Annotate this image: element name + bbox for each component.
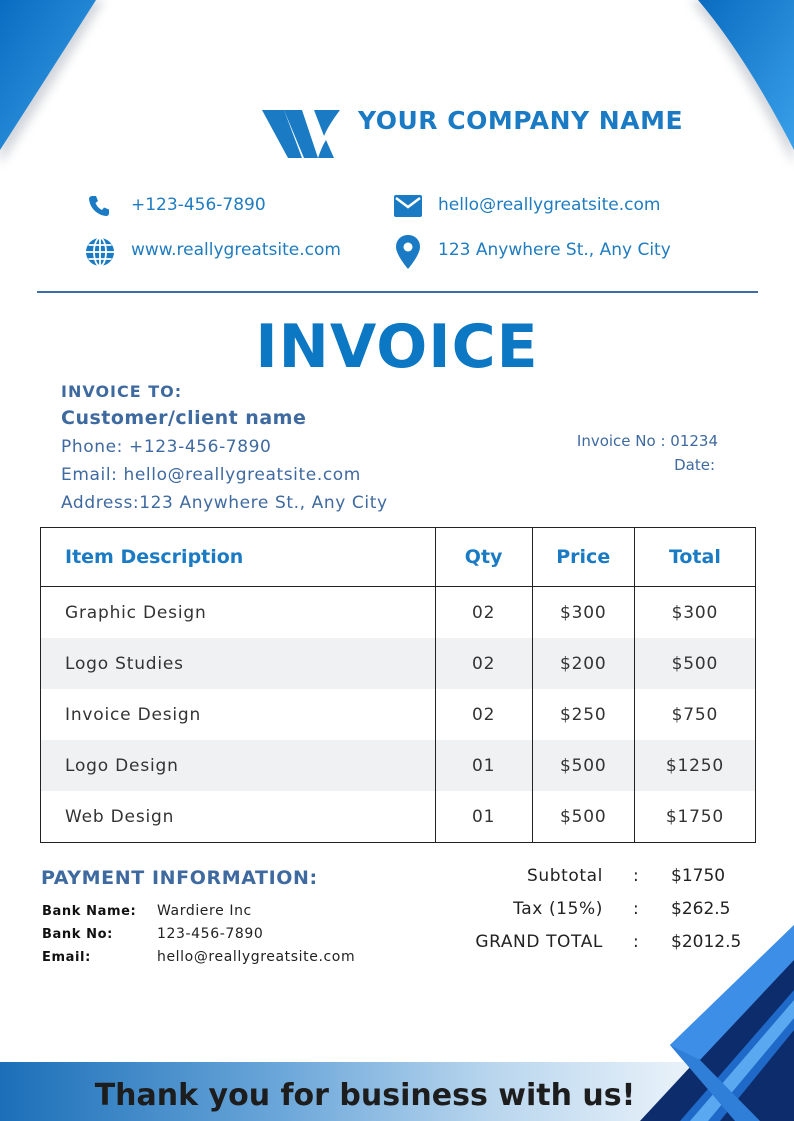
grand-total-colon: : <box>633 932 639 952</box>
contact-phone: +123-456-7890 <box>131 195 266 215</box>
item-total: $1750 <box>634 791 755 843</box>
item-price: $200 <box>532 638 634 689</box>
table-header-row <box>41 528 756 587</box>
header-item-description: Item Description <box>41 528 436 587</box>
contact-address: 123 Anywhere St., Any City <box>438 240 671 260</box>
thank-you-message: Thank you for business with us! <box>94 1078 636 1113</box>
invoice-number: Invoice No : 01234 <box>576 432 718 450</box>
item-qty: 01 <box>435 791 532 843</box>
item-total: $1250 <box>634 740 755 791</box>
item-price: $300 <box>532 587 634 639</box>
item-description: Invoice Design <box>65 704 202 725</box>
item-price: $500 <box>532 740 634 791</box>
subtotal-value: $1750 <box>671 866 726 886</box>
invoice-to-label: INVOICE TO: <box>61 382 183 401</box>
grand-total-value: $2012.5 <box>671 932 742 952</box>
item-qty: 01 <box>435 740 532 791</box>
bank-no-label: Bank No: <box>42 927 113 942</box>
header-qty: Qty <box>435 528 532 587</box>
header-total: Total <box>634 528 755 587</box>
subtotal-label: Subtotal <box>526 866 603 886</box>
item-price: $500 <box>532 791 634 843</box>
table-row <box>41 791 756 843</box>
tax-colon: : <box>633 899 639 919</box>
item-price: $250 <box>532 689 634 740</box>
bank-name-label: Bank Name: <box>42 904 137 919</box>
phone-icon <box>87 194 111 218</box>
items-table <box>40 527 756 843</box>
item-qty: 02 <box>435 638 532 689</box>
item-total: $750 <box>634 689 755 740</box>
contact-email: hello@reallygreatsite.com <box>438 195 661 215</box>
location-pin-icon <box>396 235 420 269</box>
globe-icon <box>84 236 116 268</box>
table-row <box>41 638 756 689</box>
tax-label: Tax (15%) <box>513 899 603 919</box>
mail-icon <box>394 195 422 217</box>
tax-value: $262.5 <box>671 899 731 919</box>
table-row <box>41 587 756 639</box>
table-row <box>41 689 756 740</box>
item-description: Logo Design <box>41 740 436 791</box>
item-qty: 02 <box>435 587 532 639</box>
payment-info-title: PAYMENT INFORMATION: <box>41 867 318 889</box>
header-divider <box>37 291 758 293</box>
customer-name: Customer/client name <box>61 407 307 429</box>
invoice-date: Date: <box>674 456 715 474</box>
payment-email-label: Email: <box>42 950 91 965</box>
item-total: $500 <box>634 638 755 689</box>
item-description: Web Design <box>65 806 175 827</box>
item-qty: 02 <box>435 689 532 740</box>
customer-phone: Phone: +123-456-7890 <box>61 437 272 457</box>
header-price: Price <box>532 528 634 587</box>
contact-website: www.reallygreatsite.com <box>131 240 341 260</box>
item-description: Graphic Design <box>65 602 207 623</box>
bank-name-value: Wardiere Inc <box>157 903 252 919</box>
bank-no-value: 123-456-7890 <box>157 926 264 942</box>
table-row <box>41 740 756 791</box>
customer-email: Email: hello@reallygreatsite.com <box>61 465 361 485</box>
customer-address: Address:123 Anywhere St., Any City <box>61 493 388 513</box>
w-logo-icon <box>262 106 342 162</box>
company-name: YOUR COMPANY NAME <box>358 106 684 135</box>
item-total: $300 <box>634 587 755 639</box>
page-title: INVOICE <box>255 312 539 382</box>
subtotal-colon: : <box>633 866 639 886</box>
payment-email-value: hello@reallygreatsite.com <box>157 949 356 965</box>
grand-total-label: GRAND TOTAL <box>475 932 603 952</box>
item-description: Logo Studies <box>41 638 436 689</box>
